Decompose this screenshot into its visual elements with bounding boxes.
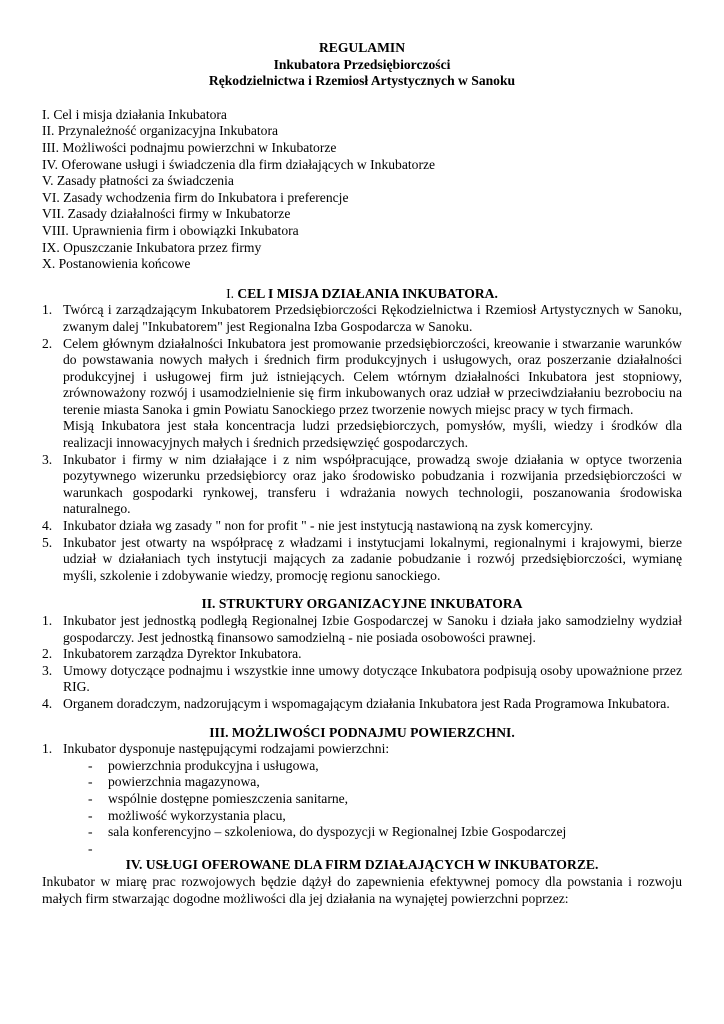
toc-item: IX. Opuszczanie Inkubatora przez firmy <box>42 239 262 255</box>
title-line-3: Rękodzielnictwa i Rzemiosł Artystycznych w Sanoku <box>208 73 516 89</box>
list-item <box>42 302 682 335</box>
section-3-heading: III. MOŻLIWOŚCI PODNAJMU POWIERZCHNI. <box>209 724 515 740</box>
item-text: Inkubator i firmy w nim działające i z nim współpracujące, prowadzą swoje działania w optyce tworzenia pozytywnego wizerunku przedsiębiorcy oraz jako środowisko pobudzania i rozwijania przedsiębiorczości w warunkach gospodarki rynkowej, transferu i wdrażania nowych technologii, poszanowania środowiska naturalnego. <box>63 451 682 517</box>
list-item <box>42 696 682 713</box>
space-types-list <box>42 758 682 858</box>
item-text: Twórcą i zarządzającym Inkubatorem Przedsiębiorczości Rękodzielnictwa i Rzemiosł Artystycznych w Sanoku, zwanym dalej "Inkubatorem" jest Regionalna Izba Gospodarcza w Sanoku. <box>63 302 682 334</box>
item-text: Umowy dotyczące podnajmu i wszystkie inne umowy dotyczące Inkubatora podpisują osoby upoważnione przez RIG. <box>63 662 682 695</box>
item-number: 1. <box>42 741 53 757</box>
section-1-list <box>42 302 682 584</box>
dash-item <box>88 824 682 841</box>
dash-item <box>88 774 682 791</box>
toc-item: IV. Oferowane usługi i świadczenia dla firm działających w Inkubatorze <box>42 156 436 172</box>
dash-marker: - <box>88 790 93 806</box>
item-number: 2. <box>42 335 53 351</box>
dash-marker: - <box>88 824 93 840</box>
dash-item <box>88 791 682 808</box>
item-text: Celem głównym działalności Inkubatora jest promowanie przedsiębiorczości, kreowanie i stwarzanie warunków do powstawania nowych małych i średnich firm produkcyjnych i usługowych, oraz poszerzanie działalności produkcyjnej i usługowej firm już istniejących. Celem wtórnym działalności Inkubatora jest stopniowy, zrównoważony rozwój i usamodzielnienie się firm inkubowanych oraz udział w przeciwdziałaniu bezrobociu na terenie miasta Sanoka i gmin Powiatu Sanockiego przez tworzenie nowych miejsc pracy w tych firmach. <box>63 335 682 417</box>
toc-item: I. Cel i misja działania Inkubatora <box>42 106 227 122</box>
list-item <box>42 741 682 758</box>
toc-item: II. Przynależność organizacyjna Inkubatora <box>42 123 279 139</box>
toc-item: V. Zasady płatności za świadczenia <box>42 173 234 189</box>
list-item <box>42 663 682 696</box>
toc-item: VIII. Uprawnienia firm i obowiązki Inkubatora <box>42 222 299 238</box>
title-line-2: Inkubatora Przedsiębiorczości <box>273 56 451 72</box>
list-item <box>42 336 682 452</box>
dash-item <box>88 808 682 825</box>
list-item <box>42 452 682 518</box>
item-text: Inkubator działa wg zasady " non for profit " - nie jest instytucją nastawioną na zysk komercyjny. <box>63 518 594 534</box>
item-number: 4. <box>42 695 53 711</box>
item-text: Inkubator jest otwarty na współpracę z władzami i instytucjami lokalnymi, regionalnymi i krajowymi, bierze udział w działaniach tych instytucji mających za zadanie pobudzanie i rozwój przedsiębiorczości, wymianę myśli, szkolenie i zdobywanie wiedzy, promocję regionu sanockiego. <box>63 534 682 583</box>
item-number: 1. <box>42 302 53 318</box>
item-text: Organem doradczym, nadzorującym i wspomagającym działania Inkubatora jest Rada Programowa Inkubatora. <box>63 695 670 711</box>
document-title <box>42 40 682 90</box>
list-item <box>42 613 682 646</box>
section-2-list <box>42 613 682 713</box>
item-text: Inkubator jest jednostką podległą Regionalnej Izbie Gospodarczej w Sanoku i działa jako samodzielny wydział gospodarczy. Jest jednostką finansowo samodzielną - nie posiada osobowości prawnej. <box>63 613 682 645</box>
section-4-heading: IV. USŁUGI OFEROWANE DLA FIRM DZIAŁAJĄCYCH W INKUBATORZE. <box>125 857 599 873</box>
dash-marker: - <box>88 774 93 790</box>
item-number: 3. <box>42 662 53 678</box>
dash-marker: - <box>88 757 93 773</box>
toc-item: VII. Zasady działalności firmy w Inkubatorze <box>42 206 291 222</box>
section-1-heading <box>42 286 682 303</box>
section-1-roman: I. <box>226 285 235 301</box>
item-number: 4. <box>42 518 53 534</box>
item-text: Inkubator dysponuje następującymi rodzajami powierzchni: <box>63 741 390 757</box>
dash-marker: - <box>88 840 93 856</box>
section-3-list <box>42 741 682 758</box>
dash-item-text: sala konferencyjno – szkoleniowa, do dyspozycji w Regionalnej Izbie Gospodarczej <box>108 824 567 840</box>
item-number: 5. <box>42 534 53 550</box>
table-of-contents <box>42 107 682 273</box>
toc-item: III. Możliwości podnajmu powierzchni w Inkubatorze <box>42 139 337 155</box>
toc-item: VI. Zasady wchodzenia firm do Inkubatora i preferencje <box>42 189 349 205</box>
dash-item <box>88 758 682 775</box>
item-number: 3. <box>42 451 53 467</box>
toc-item: X. Postanowienia końcowe <box>42 256 191 272</box>
section-1-title: CEL I MISJA DZIAŁANIA INKUBATORA. <box>237 285 498 301</box>
dash-marker: - <box>88 807 93 823</box>
section-2-heading: II. STRUKTURY ORGANIZACYJNE INKUBATORA <box>201 596 523 612</box>
dash-item <box>88 841 682 858</box>
item-text: Inkubatorem zarządza Dyrektor Inkubatora. <box>63 646 302 662</box>
list-item <box>42 535 682 585</box>
list-item <box>42 646 682 663</box>
dash-item-text: powierzchnia produkcyjna i usługowa, <box>108 757 319 773</box>
dash-item-text: powierzchnia magazynowa, <box>108 774 260 790</box>
title-line-1: REGULAMIN <box>318 40 406 55</box>
list-item <box>42 518 682 535</box>
item-number: 1. <box>42 613 53 628</box>
item-extra-paragraph: Misją Inkubatora jest stała koncentracja ludzi przedsiębiorczych, pomysłów, myśli, wiedzy i środków dla realizacji innowacyjnych małych i średnich przedsięwzięć gospodarczych. <box>63 418 682 451</box>
dash-item-text: możliwość wykorzystania placu, <box>108 807 286 823</box>
section-4-intro: Inkubator w miarę prac rozwojowych będzie dążył do zapewnienia efektywnej pomocy dla powstania i rozwoju małych firm stwarzając dogodne możliwości dla jej działania na wynajętej powierzchni poprzez: <box>42 873 682 906</box>
item-number: 2. <box>42 646 53 662</box>
dash-item-text: wspólnie dostępne pomieszczenia sanitarne, <box>108 790 349 806</box>
